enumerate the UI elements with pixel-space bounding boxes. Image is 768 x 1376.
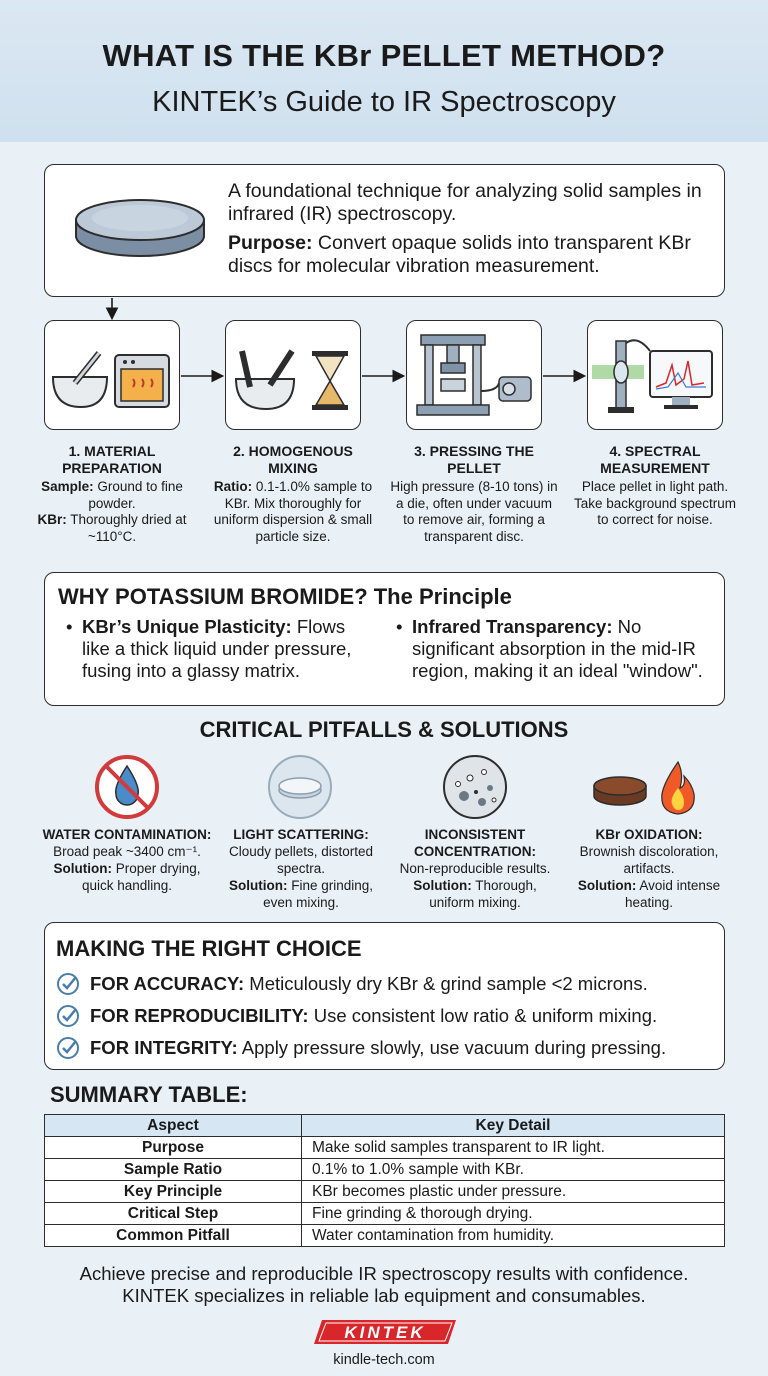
choice-row-accuracy <box>56 972 648 996</box>
table-header-aspect: Aspect <box>45 1115 302 1137</box>
check-circle-icon <box>56 972 80 996</box>
pitfall-2-solution-text: Fine grinding, even mixing. <box>263 878 374 910</box>
step-2-title: 2. HOMOGENOUS MIXING <box>233 443 353 476</box>
table-cell-aspect: Critical Step <box>45 1203 302 1225</box>
intro-description: A foundational technique for analyzing solid samples in infrared (IR) spectroscopy. <box>228 180 702 225</box>
pitfall-2-title: LIGHT SCATTERING: <box>233 827 369 842</box>
check-circle-icon <box>56 1036 80 1060</box>
pitfall-4-title: KBr OXIDATION: <box>595 827 703 842</box>
kintek-logo[interactable] <box>312 1318 458 1346</box>
mortar-and-hourglass-icon <box>226 321 360 429</box>
pitfall-1-solution-text: Proper drying, quick handling. <box>81 861 201 893</box>
principle-bullet-1: • KBr’s Unique Plasticity: Flows like a thick liquid under pressure, fusing into a glassy matrix. <box>66 616 352 681</box>
choice-row-reproducibility <box>56 1004 657 1028</box>
pitfall-1-title: WATER CONTAMINATION: <box>42 827 212 842</box>
pitfall-1-text <box>42 826 212 894</box>
pitfall-3-solution-text: Thorough, uniform mixing. <box>429 878 537 910</box>
table-cell-aspect: Key Principle <box>45 1181 302 1203</box>
step-2-label-1: Ratio: <box>213 479 253 494</box>
choice-accuracy-label: FOR ACCURACY: <box>90 973 245 994</box>
step-1-desc-1: Ground to fine powder. <box>88 479 183 511</box>
step-3-box <box>406 320 542 430</box>
pitfall-4-desc: Brownish discoloration, artifacts. <box>579 844 719 876</box>
step-1-label-2: KBr: <box>37 512 67 527</box>
no-water-icon <box>92 752 162 822</box>
pitfall-1-solution <box>42 860 212 894</box>
choice-integrity-text: Apply pressure slowly, use vacuum during pressing. <box>237 1037 667 1058</box>
spectrometer-icon <box>588 321 722 429</box>
transparency-text: No significant absorption in the mid-IR region, making it an ideal "window". <box>412 616 703 681</box>
website-link[interactable]: kindle-tech.com <box>333 1352 435 1368</box>
table-row <box>45 1137 725 1159</box>
step-2-box <box>225 320 361 430</box>
step-4-title: 4. SPECTRAL MEASUREMENT <box>600 443 710 476</box>
pitfall-1-solution-label: Solution: <box>53 861 112 876</box>
table-cell-detail: 0.1% to 1.0% sample with KBr. <box>302 1159 725 1181</box>
step-3-text <box>390 443 558 545</box>
logo-text: KINTEK <box>344 1323 426 1342</box>
pitfall-2-solution-label: Solution: <box>228 878 288 893</box>
cloudy-pellet-icon <box>265 752 335 822</box>
step-3-desc: High pressure (8-10 tons) in a die, often under vacuum to remove air, forming a transparent disc. <box>390 479 558 544</box>
table-header-detail: Key Detail <box>302 1115 725 1137</box>
summary-table <box>44 1114 725 1247</box>
table-row <box>45 1181 725 1203</box>
step-1-box <box>44 320 180 430</box>
intro-purpose <box>228 232 708 278</box>
step-1-title: 1. MATERIAL PREPARATION <box>62 443 162 476</box>
table-cell-detail: Make solid samples transparent to IR light. <box>302 1137 725 1159</box>
plasticity-label: KBr’s Unique Plasticity: <box>82 616 292 637</box>
table-cell-aspect: Purpose <box>45 1137 302 1159</box>
choice-row-integrity <box>56 1036 666 1060</box>
step-3-title: 3. PRESSING THE PELLET <box>414 443 534 476</box>
pitfall-2-desc: Cloudy pellets, distorted spectra. <box>228 844 374 876</box>
particle-dispersion-icon <box>440 752 510 822</box>
footer-line-1: Achieve precise and reproducible IR spectroscopy results with confidence. <box>79 1263 689 1284</box>
plasticity-text: Flows like a thick liquid under pressure, fusing into a glassy matrix. <box>82 616 352 681</box>
pitfall-4-solution <box>564 877 734 911</box>
step-2-line-1 <box>209 479 377 545</box>
purpose-text: Convert opaque solids into transparent KBr discs for molecular vibration measurement. <box>228 232 691 277</box>
choice-integrity-label: FOR INTEGRITY: <box>90 1037 238 1058</box>
page-title: WHAT IS THE KBr PELLET METHOD? <box>102 38 666 73</box>
pitfall-2-text <box>216 826 386 911</box>
step-1-line-1 <box>28 479 196 512</box>
step-4-desc: Place pellet in light path. Take background spectrum to correct for noise. <box>573 479 737 527</box>
principle-bullet-2: • Infrared Transparency: No significant absorption in the mid-IR region, making it an ideal "window". <box>396 616 703 681</box>
choice-reproducibility-text: Use consistent low ratio & uniform mixing. <box>308 1005 658 1026</box>
intro-text <box>228 180 708 284</box>
table-row <box>45 1159 725 1181</box>
page-subtitle: KINTEK’s Guide to IR Spectroscopy <box>152 86 616 118</box>
mortar-and-oven-icon <box>45 321 179 429</box>
table-row <box>45 1203 725 1225</box>
hydraulic-press-icon <box>407 321 541 429</box>
step-1-label-1: Sample: <box>41 479 94 494</box>
transparency-label: Infrared Transparency: <box>412 616 613 637</box>
table-cell-detail: Water contamination from humidity. <box>302 1225 725 1247</box>
table-header-row <box>45 1115 725 1137</box>
oxidized-pellet-and-flame-icon <box>590 752 710 822</box>
principle-title: WHY POTASSIUM BROMIDE? The Principle <box>58 584 512 609</box>
pitfall-2-solution <box>216 877 386 911</box>
choice-title: MAKING THE RIGHT CHOICE <box>56 936 362 961</box>
step-1-line-2 <box>28 512 196 545</box>
summary-title: SUMMARY TABLE: <box>50 1082 248 1107</box>
choice-reproducibility-label: FOR REPRODUCIBILITY: <box>90 1005 309 1026</box>
step-4-text <box>571 443 739 529</box>
header-banner <box>0 0 768 142</box>
step-1-text <box>28 443 196 545</box>
pitfalls-title: CRITICAL PITFALLS & SOLUTIONS <box>199 717 569 742</box>
step-4-box <box>587 320 723 430</box>
step-1-desc-2: Thoroughly dried at ~110°C. <box>66 512 187 544</box>
step-2-text <box>209 443 377 545</box>
pitfall-3-text <box>390 826 560 911</box>
table-cell-aspect: Common Pitfall <box>45 1225 302 1247</box>
pitfall-3-title: INCONSISTENT CONCENTRATION: <box>414 827 536 859</box>
table-row <box>45 1225 725 1247</box>
pitfall-4-solution-text: Avoid intense heating. <box>624 878 721 910</box>
purpose-label: Purpose: <box>228 232 313 254</box>
pitfall-3-desc: Non-reproducible results. <box>399 861 551 876</box>
kbr-pellet-icon <box>70 192 210 262</box>
pitfall-1-desc: Broad peak ~3400 cm⁻¹. <box>53 844 201 859</box>
check-circle-icon <box>56 1004 80 1028</box>
pitfall-4-text <box>564 826 734 911</box>
table-cell-aspect: Sample Ratio <box>45 1159 302 1181</box>
choice-accuracy-text: Meticulously dry KBr & grind sample <2 microns. <box>244 973 648 994</box>
pitfall-4-solution-label: Solution: <box>577 878 637 893</box>
table-cell-detail: Fine grinding & thorough drying. <box>302 1203 725 1225</box>
footer-line-2: KINTEK specializes in reliable lab equipment and consumables. <box>122 1285 646 1306</box>
step-2-desc-1: 0.1-1.0% sample to KBr. Mix thoroughly for uniform dispersion & small particle size. <box>213 479 373 544</box>
pitfall-3-solution-label: Solution: <box>413 878 472 893</box>
table-cell-detail: KBr becomes plastic under pressure. <box>302 1181 725 1203</box>
pitfall-3-solution <box>390 877 560 911</box>
